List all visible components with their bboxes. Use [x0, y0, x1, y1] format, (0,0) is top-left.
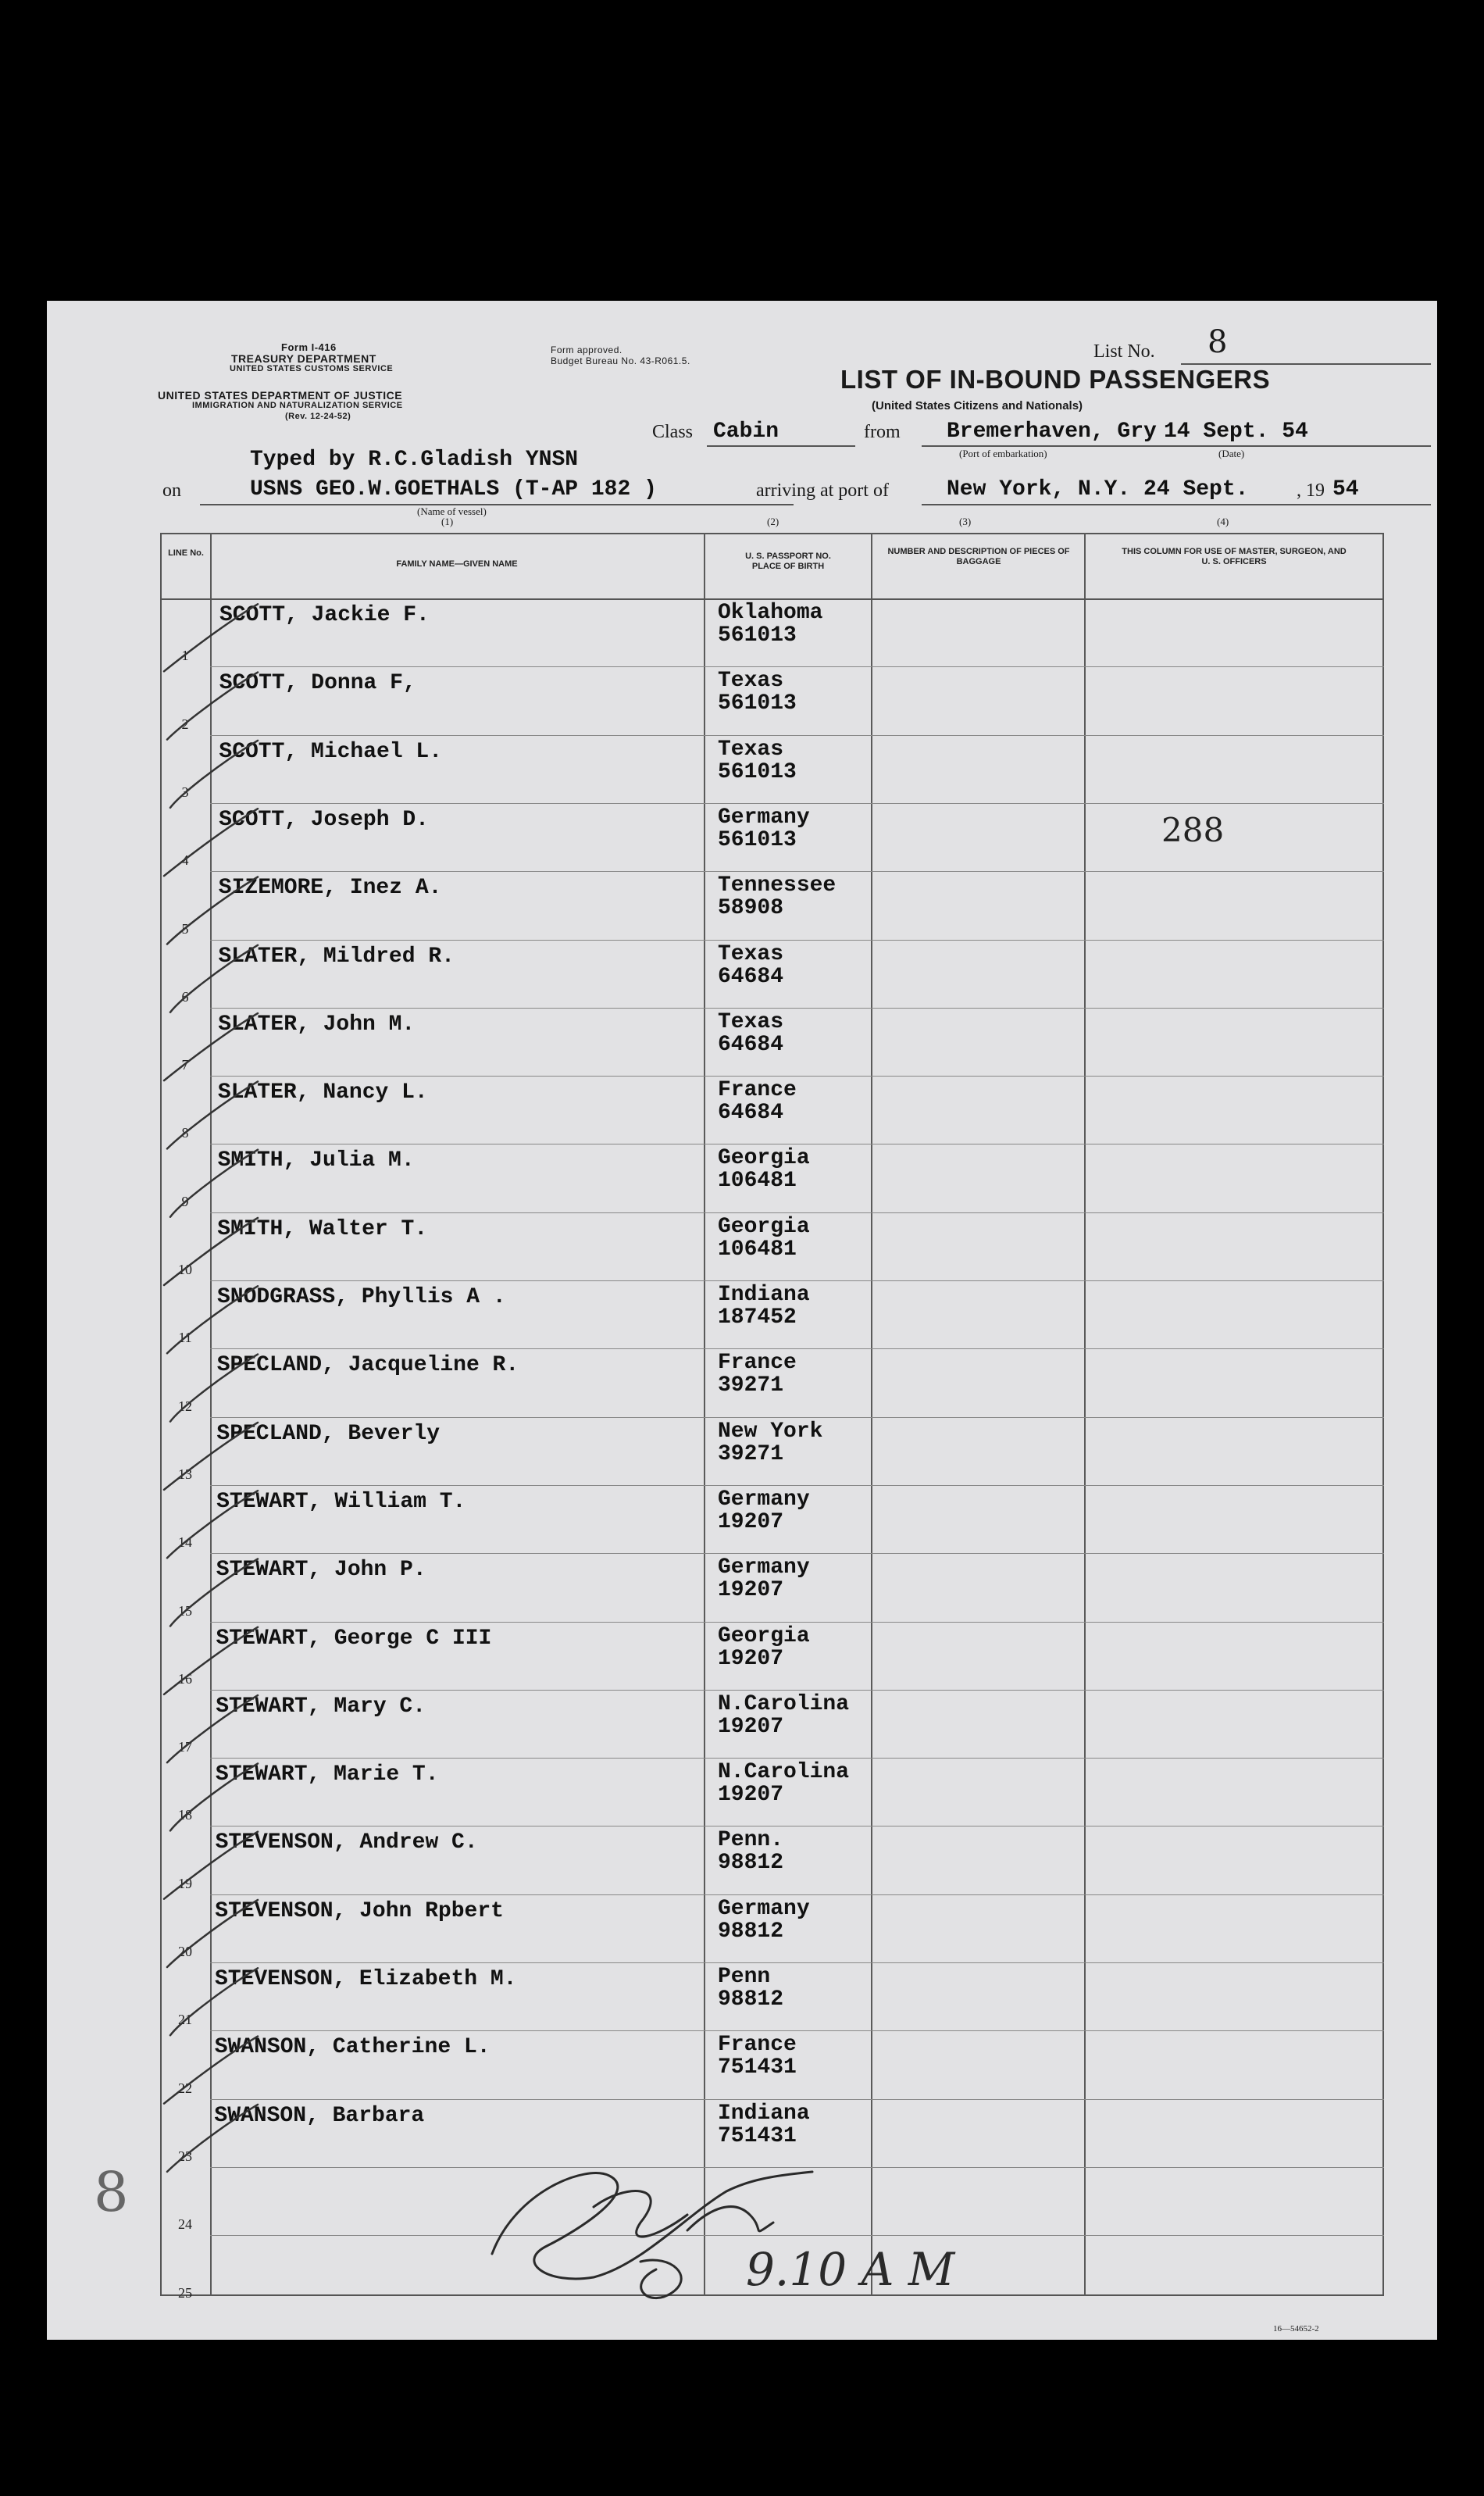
footer-code: 16—54652-2	[1273, 2324, 1319, 2334]
document-title: LIST OF IN-BOUND PASSENGERS	[840, 365, 1271, 394]
row-divider	[210, 1485, 1384, 1486]
form-approved: Form approved.	[551, 345, 622, 355]
passenger-name: SCOTT, Michael L.	[219, 739, 443, 764]
line-number: 23	[178, 2148, 192, 2164]
passenger-name: STEWART, John P.	[216, 1558, 426, 1583]
place-of-birth: Indiana	[718, 1283, 810, 1307]
passport-number: 106481	[718, 1237, 797, 1262]
ins-service: IMMIGRATION AND NATURALIZATION SERVICE	[192, 401, 403, 410]
passenger-birth-passport	[718, 1625, 810, 1670]
underline	[200, 504, 794, 505]
place-of-birth: N.Carolina	[718, 1760, 850, 1785]
passport-number: 58908	[718, 896, 784, 921]
passenger-name: SWANSON, Catherine L.	[214, 2035, 491, 2060]
line-number: 3	[181, 784, 189, 800]
port-caption: (Port of embarkation)	[959, 448, 1047, 459]
passenger-table	[160, 533, 1384, 2301]
passport-number: 64684	[718, 1032, 784, 1057]
underline	[707, 445, 855, 447]
line-number: 20	[178, 1944, 192, 1959]
passport-number: 561013	[718, 827, 797, 852]
row-divider	[210, 1553, 1384, 1554]
place-of-birth: France	[718, 1078, 797, 1103]
row-divider	[210, 940, 1384, 941]
place-of-birth: France	[718, 1351, 797, 1376]
passenger-birth-passport	[718, 1693, 849, 1738]
place-of-birth: Texas	[718, 941, 784, 966]
passenger-birth-passport	[718, 1079, 797, 1124]
line-number: 12	[178, 1398, 192, 1414]
passenger-birth-passport	[718, 943, 783, 988]
from-label: from	[864, 422, 901, 442]
passport-number: 561013	[718, 623, 797, 648]
line-number: 14	[178, 1534, 192, 1551]
place-of-birth: Penn.	[718, 1828, 784, 1853]
row-divider	[210, 2167, 1384, 2168]
passport-number: 751431	[718, 2123, 797, 2148]
passenger-birth-passport	[718, 1216, 810, 1261]
place-of-birth: Oklahoma	[718, 601, 823, 625]
passenger-birth-passport	[718, 1829, 783, 1874]
column-number-4: (4)	[1217, 516, 1229, 527]
row-divider	[210, 1758, 1384, 1759]
row-divider	[210, 1622, 1384, 1623]
document-subtitle: (United States Citizens and Nationals)	[872, 399, 1083, 412]
vessel-name: USNS GEO.W.GOETHALS (T-AP 182 )	[250, 477, 657, 502]
line-number: 21	[178, 2012, 192, 2028]
passport-number: 19207	[718, 1578, 784, 1603]
passenger-birth-passport	[718, 2102, 810, 2148]
line-number: 17	[178, 1739, 192, 1755]
row-divider	[210, 1212, 1384, 1213]
line-number: 8	[181, 1125, 189, 1141]
row-divider	[210, 1348, 1384, 1349]
passport-number: 39271	[718, 1373, 784, 1398]
row-divider	[210, 2235, 1384, 2236]
passport-number: 561013	[718, 691, 797, 716]
year-prefix: , 19	[1297, 480, 1325, 501]
typed-by: Typed by R.C.Gladish YNSN	[250, 448, 579, 472]
place-of-birth: Tennessee	[718, 873, 837, 898]
passenger-birth-passport	[718, 806, 810, 852]
passenger-birth-passport	[718, 1761, 849, 1806]
table-border	[160, 533, 1384, 2296]
passenger-name: SLATER, Mildred R.	[218, 944, 455, 969]
passenger-birth-passport	[718, 1898, 810, 1943]
passenger-birth-passport	[718, 738, 797, 784]
place-of-birth: Texas	[718, 669, 784, 694]
passport-number: 187452	[718, 1305, 797, 1330]
passenger-birth-passport	[718, 670, 797, 715]
line-number: 19	[178, 1875, 192, 1891]
passenger-birth-passport	[718, 1284, 810, 1329]
passport-number: 98812	[718, 1851, 784, 1876]
list-number-label: List No.	[1093, 341, 1155, 362]
arrival-year: 54	[1332, 477, 1359, 502]
place-of-birth: Germany	[718, 1487, 810, 1512]
row-divider	[210, 666, 1384, 667]
row-divider	[210, 2099, 1384, 2100]
embarkation-date: 14 Sept. 54	[1164, 420, 1308, 444]
underline	[922, 445, 1431, 447]
passport-number: 106481	[718, 1169, 797, 1194]
line-number: 15	[178, 1602, 192, 1619]
place-of-birth: Penn	[718, 1965, 771, 1989]
vessel-caption: (Name of vessel)	[417, 505, 487, 517]
passenger-birth-passport	[718, 1420, 822, 1466]
col-header-baggage: NUMBER AND DESCRIPTION OF PIECES OF BAGGAGE	[887, 547, 1070, 566]
passport-number: 751431	[718, 2055, 797, 2080]
place-of-birth: Texas	[718, 737, 784, 762]
row-divider	[210, 803, 1384, 804]
passenger-birth-passport	[718, 1556, 810, 1602]
col-header-passport: U. S. PASSPORT NO. PLACE OF BIRTH	[745, 552, 831, 571]
column-number-1: (1)	[441, 516, 454, 527]
line-number: 25	[178, 2284, 192, 2301]
passenger-name: SIZEMORE, Inez A.	[218, 876, 442, 901]
passport-number: 64684	[718, 1101, 784, 1126]
passenger-name: SMITH, Walter T.	[217, 1216, 428, 1241]
passenger-birth-passport	[718, 1147, 810, 1192]
place-of-birth: N.Carolina	[718, 1691, 850, 1716]
line-number: 16	[178, 1670, 192, 1687]
budget-bureau: Budget Bureau No. 43-R061.5.	[551, 355, 690, 366]
row-divider	[210, 1076, 1384, 1077]
passport-number: 19207	[718, 1509, 784, 1534]
column-number-3: (3)	[959, 516, 972, 527]
passenger-name: SPECLAND, Jacqueline R.	[216, 1353, 519, 1378]
passport-number: 19207	[718, 1783, 784, 1808]
row-divider	[210, 1894, 1384, 1895]
on-label: on	[162, 480, 181, 501]
line-number: 10	[178, 1262, 192, 1277]
passenger-birth-passport	[718, 602, 822, 647]
place-of-birth: Georgia	[718, 1146, 810, 1171]
passenger-name: STEVENSON, Elizabeth M.	[215, 1967, 517, 1991]
passenger-name: STEWART, Mary C.	[216, 1694, 426, 1719]
margin-number: 8	[94, 2160, 129, 2224]
signature-time: 9.10 A M	[746, 2243, 955, 2296]
row-divider	[210, 2030, 1384, 2031]
line-number: 24	[178, 2216, 192, 2233]
place-of-birth: Germany	[718, 805, 810, 830]
customs-service: UNITED STATES CUSTOMS SERVICE	[230, 364, 394, 373]
passenger-name: STEVENSON, John Rpbert	[215, 1898, 504, 1923]
place-of-birth: Germany	[718, 1555, 810, 1580]
row-divider	[210, 1962, 1384, 1963]
row-divider	[210, 871, 1384, 872]
column-divider	[1084, 533, 1086, 2296]
passenger-name: SCOTT, Donna F,	[219, 671, 416, 696]
line-number: 7	[181, 1057, 189, 1073]
column-divider	[210, 533, 212, 2296]
passenger-birth-passport	[718, 1352, 797, 1397]
line-number: 6	[181, 988, 189, 1005]
row-divider	[210, 1280, 1384, 1281]
place-of-birth: New York	[718, 1419, 823, 1444]
line-number: 13	[178, 1466, 192, 1482]
passport-number: 19207	[718, 1714, 784, 1739]
line-number: 11	[178, 1330, 192, 1346]
row-divider	[210, 1690, 1384, 1691]
passenger-birth-passport	[718, 1011, 783, 1056]
passport-number: 64684	[718, 964, 784, 989]
place-of-birth: France	[718, 2033, 797, 2058]
class-value: Cabin	[713, 420, 779, 444]
officer-count: 288	[1161, 811, 1225, 849]
embarkation-port: Bremerhaven, Gry	[947, 420, 1157, 444]
date-caption: (Date)	[1218, 448, 1245, 459]
passenger-name: SMITH, Julia M.	[217, 1148, 415, 1173]
line-number: 2	[181, 716, 189, 732]
column-divider	[871, 533, 872, 2296]
column-divider	[704, 533, 705, 2296]
line-number: 22	[178, 2080, 192, 2096]
passport-number: 561013	[718, 759, 797, 784]
place-of-birth: Germany	[718, 1896, 810, 1921]
place-of-birth: Texas	[718, 1009, 784, 1034]
passenger-name: SCOTT, Joseph D.	[219, 807, 429, 832]
passenger-name: STEWART, Marie T.	[215, 1762, 439, 1787]
passport-number: 39271	[718, 1441, 784, 1466]
form-number: Form I-416	[281, 341, 337, 353]
place-of-birth: Georgia	[718, 1623, 810, 1648]
row-divider	[210, 1008, 1384, 1009]
line-number: 5	[181, 920, 189, 937]
arrival-port: New York, N.Y. 24 Sept.	[947, 477, 1249, 502]
passenger-birth-passport	[718, 1966, 783, 2011]
line-number: 9	[181, 1193, 189, 1209]
col-header-name: FAMILY NAME—GIVEN NAME	[396, 559, 518, 569]
place-of-birth: Indiana	[718, 2101, 810, 2126]
header-divider	[160, 598, 1384, 600]
passenger-birth-passport	[718, 1488, 810, 1534]
line-number: 1	[181, 648, 189, 664]
line-number: 18	[178, 1807, 192, 1823]
col-header-officers: THIS COLUMN FOR USE OF MASTER, SURGEON, AND U. S. OFFICERS	[1122, 547, 1347, 566]
treasury-dept: TREASURY DEPARTMENT	[231, 352, 376, 365]
place-of-birth: Georgia	[718, 1214, 810, 1239]
line-number: 4	[181, 852, 189, 869]
passenger-name: SPECLAND, Beverly	[216, 1421, 441, 1446]
underline	[922, 504, 1431, 505]
passenger-name: STEWART, George C III	[216, 1626, 492, 1651]
row-divider	[210, 735, 1384, 736]
passport-number: 98812	[718, 1987, 784, 2012]
justice-dept: UNITED STATES DEPARTMENT OF JUSTICE	[158, 389, 403, 402]
passenger-name: SCOTT, Jackie F.	[219, 603, 430, 627]
passenger-name: SWANSON, Barbara	[214, 2103, 425, 2128]
col-header-line: LINE No.	[168, 548, 204, 558]
list-number-value: 8	[1208, 324, 1228, 360]
row-divider	[210, 1417, 1384, 1418]
rev-date: (Rev. 12-24-52)	[285, 412, 351, 421]
class-label: Class	[652, 422, 694, 442]
passenger-birth-passport	[718, 2034, 797, 2079]
passenger-name: SNODGRASS, Phyllis A .	[217, 1285, 506, 1309]
passenger-birth-passport	[718, 874, 836, 919]
passenger-name: SLATER, Nancy L.	[217, 1080, 428, 1105]
column-number-2: (2)	[767, 516, 779, 527]
passport-number: 98812	[718, 1919, 784, 1944]
passenger-name: SLATER, John M.	[218, 1012, 416, 1037]
passenger-name: STEVENSON, Andrew C.	[215, 1830, 478, 1855]
manifest-page	[47, 301, 1437, 2340]
passenger-name: STEWART, William T.	[216, 1489, 466, 1514]
arriving-label: arriving at port of	[756, 480, 889, 501]
passport-number: 19207	[718, 1646, 784, 1671]
